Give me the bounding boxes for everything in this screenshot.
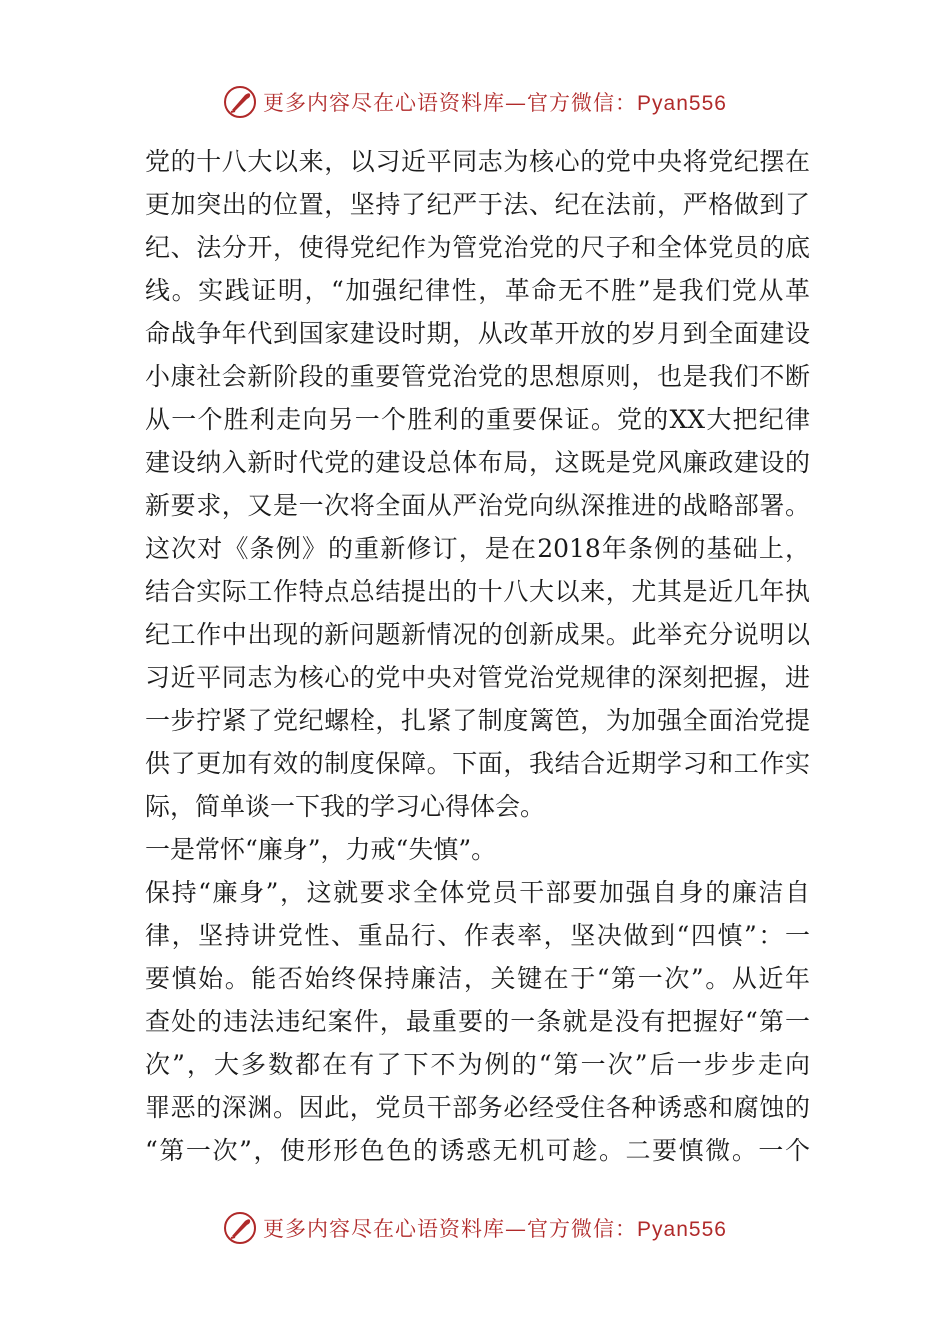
text-line: 习近平同志为核心的党中央对管党治党规律的深刻把握，进 [145,663,810,692]
banner-text [263,87,727,117]
banner-cn-text: 更多内容尽在心语资料库—官方微信： [263,91,638,115]
text-line: 新要求，又是一次将全面从严治党向纵深推进的战略部署。 [145,491,810,520]
document-body [145,140,810,1172]
text-line: “第一次”，使形形色色的诱惑无机可趁。二要慎微。一个 [145,1136,810,1165]
text-line: 线。实践证明，“加强纪律性，革命无不胜”是我们党从革 [145,276,810,305]
text-line: 建设纳入新时代党的建设总体布局，这既是党风廉政建设的 [145,448,810,477]
text-line: 从一个胜利走向另一个胜利的重要保证。党的XX大把纪律 [145,405,810,434]
text-line: 命战争年代到国家建设时期，从改革开放的岁月到全面建设 [145,319,810,348]
text-line: 纪、法分开，使得党纪作为管党治党的尺子和全体党员的底 [145,233,810,262]
text-line: 供了更加有效的制度保障。下面，我结合近期学习和工作实 [145,749,810,778]
text-line: 党的十八大以来，以习近平同志为核心的党中央将党纪摆在 [145,147,810,176]
text-line: 一步拧紧了党纪螺栓，扎紧了制度篱笆，为加强全面治党提 [145,706,810,735]
text-line: 这次对《条例》的重新修订，是在2018年条例的基础上， [145,534,810,563]
text-line: 罪恶的深渊。因此，党员干部务必经受住各种诱惑和腐蚀的 [145,1093,810,1122]
text-line: 次”，大多数都在有了下不为例的“第一次”后一步步走向 [145,1050,810,1079]
quill-pen-logo-icon [223,85,257,119]
quill-pen-logo-icon [223,1211,257,1245]
header-banner [0,80,950,124]
text-line: 要慎始。能否始终保持廉洁，关键在于“第一次”。从近年 [145,964,810,993]
banner-cn-text: 更多内容尽在心语资料库—官方微信： [263,1217,638,1241]
text-line: 律，坚持讲党性、重品行、作表率，坚决做到“四慎”：一 [145,921,810,950]
footer-banner [0,1206,950,1250]
banner-text [263,1213,727,1243]
text-line: 际，简单谈一下我的学习心得体会。 [145,792,546,821]
wechat-id: Pyan556 [637,1218,727,1241]
text-line: 纪工作中出现的新问题新情况的创新成果。此举充分说明以 [145,620,810,649]
wechat-id: Pyan556 [637,92,727,115]
section-heading: 一是常怀“廉身”，力戒“失慎”。 [145,835,497,864]
text-line: 小康社会新阶段的重要管党治党的思想原则，也是我们不断 [145,362,810,391]
text-line: 查处的违法违纪案件，最重要的一条就是没有把握好“第一 [145,1007,810,1036]
text-line: 保持“廉身”，这就要求全体党员干部要加强自身的廉洁自 [145,878,810,907]
text-line: 结合实际工作特点总结提出的十八大以来，尤其是近几年执 [145,577,810,606]
text-line: 更加突出的位置，坚持了纪严于法、纪在法前，严格做到了 [145,190,810,219]
